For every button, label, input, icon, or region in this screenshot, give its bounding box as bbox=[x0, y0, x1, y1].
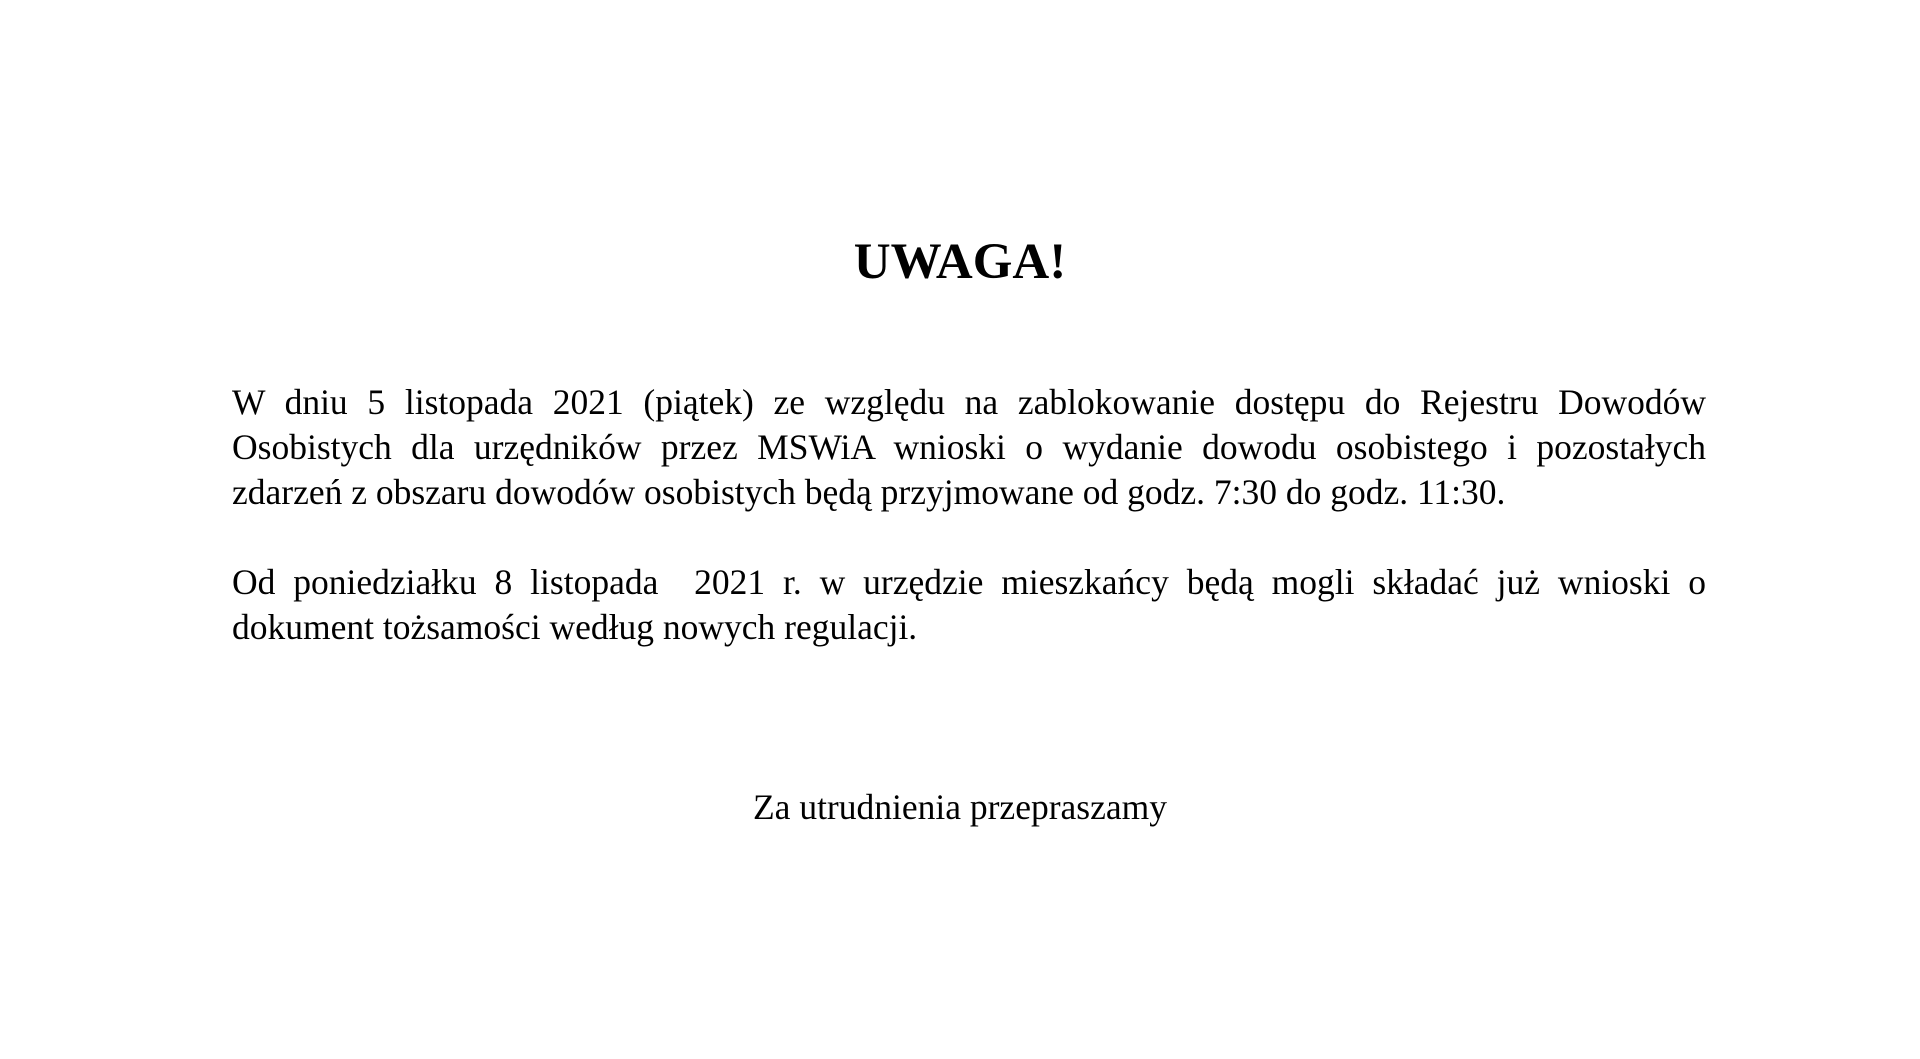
notice-paragraph-2: Od poniedziałku 8 listopada 2021 r. w urzędzie mieszkańcy będą mogli składać już wnioski o dokument tożsamości według nowych regulacji. bbox=[232, 562, 1715, 647]
notice-body bbox=[232, 380, 1715, 650]
notice-closing: Za utrudnienia przepraszamy bbox=[753, 787, 1167, 827]
notice-title: UWAGA! bbox=[853, 234, 1067, 290]
notice-paragraph-1: W dniu 5 listopada 2021 (piątek) ze względu na zablokowanie dostępu do Rejestru Dowodów Osobistych dla urzędników przez MSWiA wnioski o wydanie dowodu osobistego i pozostałych zdarzeń z obszaru dowodów osobistych będą przyjmowane od godz. 7:30 do godz. 11:30. bbox=[232, 382, 1715, 512]
